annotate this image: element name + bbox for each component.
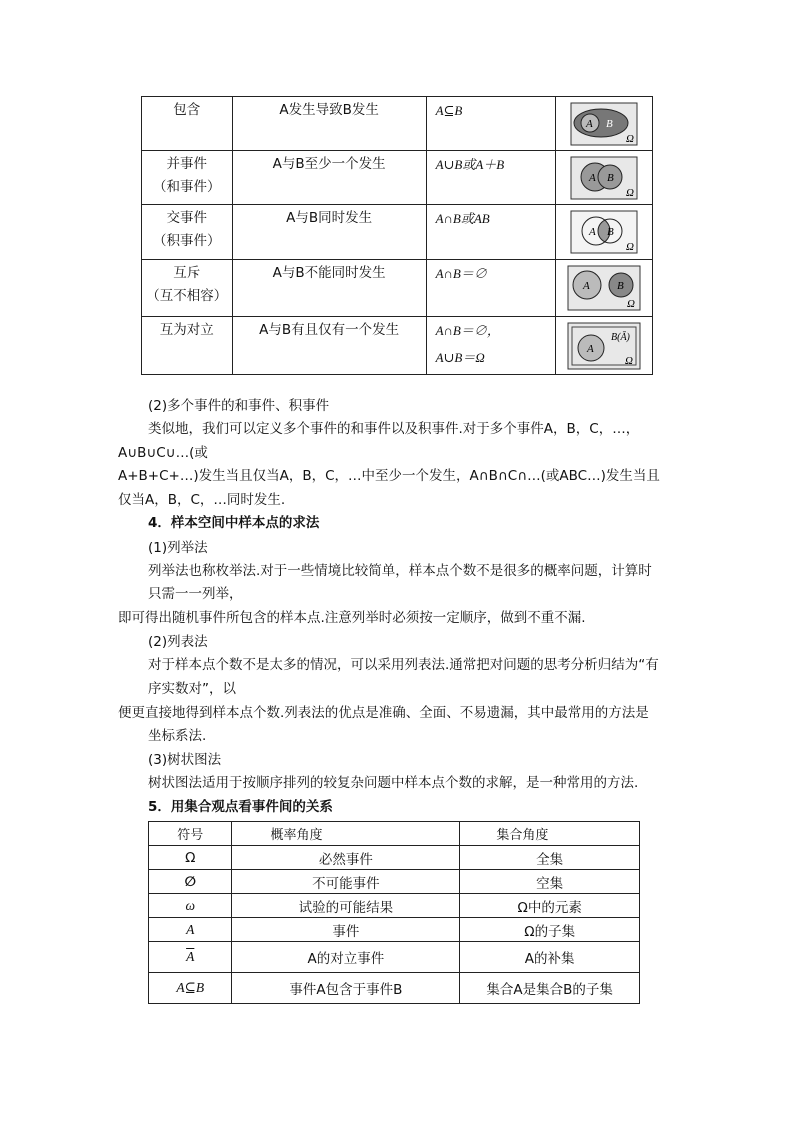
table-row — [149, 918, 640, 942]
section-heading: 4．样本空间中样本点的求法 — [148, 515, 320, 531]
table-row — [142, 317, 653, 375]
symbol-cell: A — [149, 918, 232, 942]
venn-label-b-complement: B(Ā) — [611, 331, 631, 343]
relation-name: 互斥 （互不相容） — [142, 260, 233, 317]
table-row — [142, 205, 653, 260]
probability-cell: A的对立事件 — [232, 942, 460, 973]
relation-notation: A⊆B — [426, 97, 556, 151]
relation-notation: A∩B＝∅， A∪B＝Ω — [426, 317, 556, 375]
table-row — [142, 151, 653, 205]
venn-label-omega: Ω — [625, 354, 634, 367]
table-row — [149, 870, 640, 894]
venn-label-a: A — [586, 117, 593, 130]
paragraph-line: 类似地，我们可以定义多个事件的和事件以及积事件.对于多个事件A，B，C，…， — [148, 421, 640, 437]
paragraph-line: 序实数对”，以 — [148, 681, 236, 697]
relation-name: 交事件 （积事件） — [142, 205, 233, 260]
symbol-cell: ∅ — [149, 870, 232, 894]
subheading: (2)列表法 — [148, 634, 208, 650]
venn-label-omega: Ω — [626, 241, 635, 253]
column-header: 符号 — [149, 822, 232, 846]
table-row — [149, 973, 640, 1004]
venn-label-b: B — [607, 226, 614, 238]
complement-icon — [567, 322, 641, 370]
set-cell: Ω的子集 — [460, 918, 640, 942]
subheading: (1)列举法 — [148, 540, 208, 556]
relation-meaning: A与B不能同时发生 — [232, 260, 426, 317]
table-row — [142, 260, 653, 317]
venn-cell — [556, 151, 653, 205]
relation-notation: A∩B或AB — [426, 205, 556, 260]
table-header-row — [149, 822, 640, 846]
venn-label-omega: Ω — [627, 298, 636, 310]
table-row — [149, 846, 640, 870]
venn-label-a: A — [587, 342, 594, 355]
event-relations-table — [141, 96, 653, 375]
venn-label-a: A — [583, 280, 590, 292]
venn-label-omega: Ω — [626, 132, 635, 145]
symbol-cell: $\overline{A}$ — [149, 942, 232, 973]
relation-name: 包含 — [142, 97, 233, 151]
relation-notation: A∩B＝∅ — [426, 260, 556, 317]
paragraph-line: 即可得出随机事件所包含的样本点.注意列举时必须按一定顺序，做到不重不漏. — [118, 610, 586, 626]
disjoint-icon — [567, 265, 641, 311]
relation-meaning: A发生导致B发生 — [232, 97, 426, 151]
venn-cell — [556, 317, 653, 375]
venn-cell — [556, 205, 653, 260]
symbol-cell: ω — [149, 894, 232, 918]
relation-name: 并事件 （和事件） — [142, 151, 233, 205]
venn-label-b: B — [617, 280, 624, 292]
set-cell: 集合A是集合B的子集 — [460, 973, 640, 1004]
probability-cell: 事件A包含于事件B — [232, 973, 460, 1004]
set-view-table — [148, 821, 640, 1004]
union-icon — [570, 156, 638, 200]
set-cell: A的补集 — [460, 942, 640, 973]
venn-label-b: B — [607, 171, 614, 184]
paragraph-line: 仅当A，B，C，…同时发生. — [118, 492, 286, 508]
paragraph-line: 对于样本点个数不是太多的情况，可以采用列表法.通常把对问题的思考分析归结为“有 — [148, 657, 659, 673]
symbol-cell: Ω — [149, 846, 232, 870]
paragraph-line: 只需一一列举， — [148, 586, 243, 602]
paragraph-heading: (2)多个事件的和事件、积事件 — [148, 398, 330, 414]
venn-cell — [556, 260, 653, 317]
set-cell: 空集 — [460, 870, 640, 894]
relation-meaning: A与B同时发生 — [232, 205, 426, 260]
probability-cell: 必然事件 — [232, 846, 460, 870]
paragraph-line: 列举法也称枚举法.对于一些情境比较简单，样本点个数不是很多的概率问题，计算时 — [148, 563, 652, 579]
intersection-icon — [570, 210, 638, 254]
venn-label-a: A — [589, 171, 596, 184]
table-row — [149, 894, 640, 918]
subheading: (3)树状图法 — [148, 752, 222, 768]
section-heading: 5．用集合观点看事件间的关系 — [148, 799, 333, 815]
column-header: 概率角度 — [232, 822, 460, 846]
relation-name: 互为对立 — [142, 317, 233, 375]
relation-meaning: A与B至少一个发生 — [232, 151, 426, 205]
probability-cell: 试验的可能结果 — [232, 894, 460, 918]
paragraph-line: 树状图法适用于按顺序排列的较复杂问题中样本点个数的求解，是一种常用的方法. — [148, 775, 639, 791]
set-cell: Ω中的元素 — [460, 894, 640, 918]
venn-label-a: A — [589, 226, 596, 238]
table-row — [142, 97, 653, 151]
probability-cell: 事件 — [232, 918, 460, 942]
subset-icon — [570, 102, 638, 146]
symbol-cell: A⊆B — [149, 973, 232, 1004]
paragraph-line: 坐标系法. — [148, 728, 207, 744]
column-header: 集合角度 — [460, 822, 640, 846]
table-row — [149, 942, 640, 973]
venn-label-b: B — [606, 117, 613, 130]
paragraph-line: A∪B∪C∪…(或 — [118, 445, 208, 461]
relation-meaning: A与B有且仅有一个发生 — [232, 317, 426, 375]
set-cell: 全集 — [460, 846, 640, 870]
venn-label-omega: Ω — [626, 186, 635, 199]
paragraph-line: A+B+C+…)发生当且仅当A，B，C，…中至少一个发生，A∩B∩C∩…(或ABC…)发生当且 — [118, 468, 660, 484]
probability-cell: 不可能事件 — [232, 870, 460, 894]
relation-notation: A∪B或A＋B — [426, 151, 556, 205]
venn-cell — [556, 97, 653, 151]
paragraph-line: 便更直接地得到样本点个数.列表法的优点是准确、全面、不易遗漏，其中最常用的方法是 — [118, 705, 649, 721]
